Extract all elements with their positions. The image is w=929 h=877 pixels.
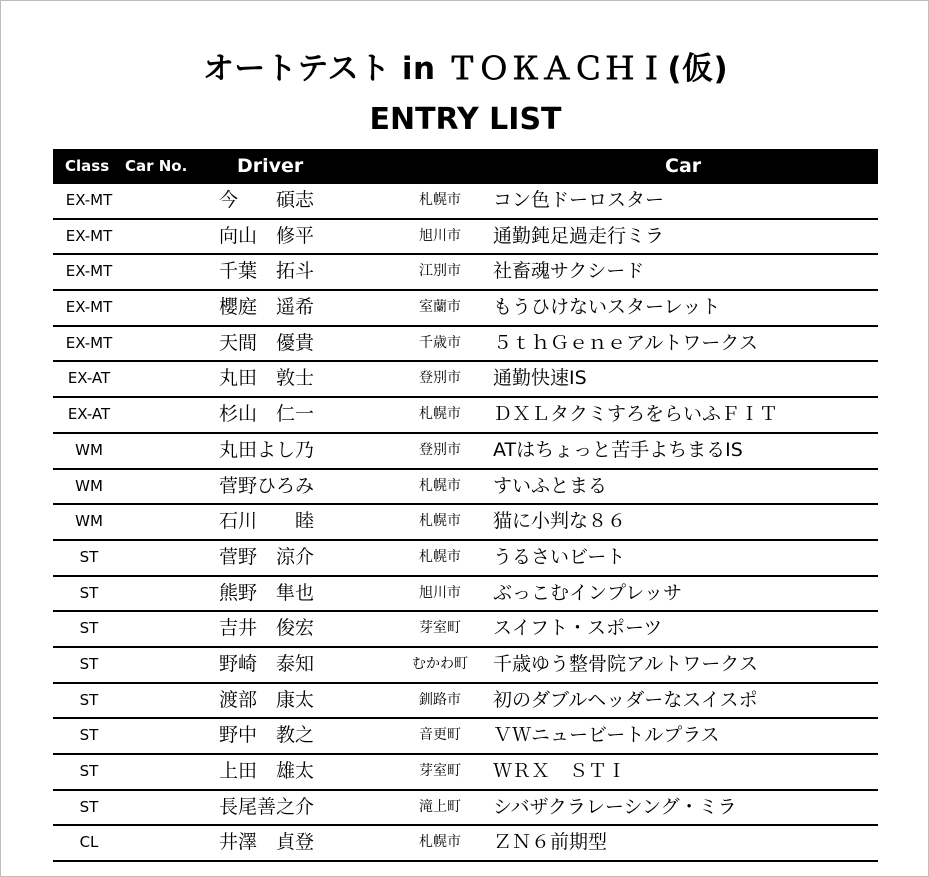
driver-cell: 長尾善之介 bbox=[219, 795, 315, 818]
class-cell: ST bbox=[79, 547, 99, 566]
class-cell: ST bbox=[79, 654, 99, 673]
car-cell: 通勤鈍足過走行ミラ bbox=[493, 224, 665, 247]
car-cell: スイフト・スポーツ bbox=[493, 617, 663, 640]
city-cell: 旭川市 bbox=[419, 227, 461, 244]
table-row bbox=[53, 398, 878, 434]
driver-cell: 杉山 仁一 bbox=[219, 403, 315, 426]
city-cell: 札幌市 bbox=[419, 192, 461, 208]
city-cell: 芽室町 bbox=[419, 620, 461, 637]
city-cell: 札幌市 bbox=[419, 513, 461, 530]
city-cell: 芽室町 bbox=[419, 763, 461, 779]
driver-cell: 渡部 康太 bbox=[219, 688, 315, 711]
table-header bbox=[53, 149, 878, 184]
driver-cell: 丸田よし乃 bbox=[219, 438, 315, 461]
city-cell: 札幌市 bbox=[419, 477, 461, 494]
table-row bbox=[53, 255, 878, 291]
car-cell: シバザクラレーシング・ミラ bbox=[493, 795, 737, 818]
car-cell: ５ｔｈＧｅｎｅアルトワークス bbox=[493, 331, 759, 354]
class-cell: WM bbox=[75, 476, 103, 495]
car-cell: もうひけないスターレット bbox=[493, 296, 721, 319]
car-cell: 初のダブルヘッダーなスイスポ bbox=[493, 688, 758, 711]
car-cell: ぶっこむインプレッサ bbox=[493, 581, 683, 604]
table-row bbox=[53, 505, 878, 541]
class-cell: EX-MT bbox=[65, 333, 113, 352]
city-cell: 札幌市 bbox=[419, 406, 461, 423]
class-cell: ST bbox=[79, 690, 99, 709]
driver-cell: 丸田 敦士 bbox=[219, 367, 315, 390]
driver-cell: 野崎 泰知 bbox=[219, 652, 315, 675]
table-row bbox=[53, 648, 878, 684]
driver-cell: 石川 睦 bbox=[219, 510, 315, 533]
header-driver: Driver bbox=[237, 155, 304, 177]
table-row bbox=[53, 291, 878, 327]
table-row bbox=[53, 826, 878, 862]
city-cell: 滝上町 bbox=[419, 798, 461, 815]
city-cell: 江別市 bbox=[419, 263, 461, 280]
driver-cell: 櫻庭 遥希 bbox=[219, 296, 315, 319]
class-cell: ST bbox=[79, 797, 99, 816]
city-cell: 旭川市 bbox=[419, 584, 461, 601]
driver-cell: 熊野 隼也 bbox=[219, 581, 315, 604]
car-cell: ＤＸＬタクミすろをらいふＦＩＴ bbox=[493, 403, 779, 426]
city-cell: むかわ町 bbox=[412, 655, 468, 672]
table-row bbox=[53, 220, 878, 256]
driver-cell: 菅野 涼介 bbox=[219, 545, 315, 568]
car-cell: 通勤快速IS bbox=[493, 367, 587, 390]
table-row bbox=[53, 362, 878, 398]
table-row bbox=[53, 755, 878, 791]
table-row bbox=[53, 184, 878, 220]
class-cell: EX-AT bbox=[67, 405, 111, 424]
driver-cell: 菅野ひろみ bbox=[219, 474, 315, 497]
table-row bbox=[53, 541, 878, 577]
class-cell: WM bbox=[75, 512, 103, 531]
city-cell: 釧路市 bbox=[419, 691, 461, 708]
driver-cell: 上田 雄太 bbox=[219, 760, 315, 782]
class-cell: EX-MT bbox=[65, 191, 113, 209]
car-cell: うるさいビート bbox=[493, 545, 626, 568]
class-cell: EX-MT bbox=[65, 262, 113, 281]
car-cell: 千歳ゆう整骨院アルトワークス bbox=[493, 652, 759, 675]
event-title: オートテスト in ＴＯＫＡＣＨＩ(仮) bbox=[202, 51, 729, 87]
class-cell: EX-MT bbox=[65, 298, 113, 317]
table-body bbox=[53, 184, 878, 862]
car-cell: ＷＲＸ ＳＴＩ bbox=[493, 760, 627, 782]
car-cell: ＶＷニュービートルプラス bbox=[493, 724, 720, 747]
driver-cell: 向山 修平 bbox=[219, 224, 315, 247]
driver-cell: 井澤 貞登 bbox=[219, 831, 315, 854]
table-row bbox=[53, 470, 878, 506]
table-row bbox=[53, 612, 878, 648]
driver-cell: 今 碩志 bbox=[219, 189, 315, 211]
table-row bbox=[53, 327, 878, 363]
table-row bbox=[53, 791, 878, 827]
header-car: Car bbox=[665, 155, 702, 177]
driver-cell: 千葉 拓斗 bbox=[219, 260, 315, 283]
class-cell: CL bbox=[79, 833, 99, 852]
table-row bbox=[53, 684, 878, 720]
class-cell: WM bbox=[75, 440, 103, 459]
city-cell: 札幌市 bbox=[419, 834, 461, 851]
city-cell: 登別市 bbox=[419, 441, 461, 458]
class-cell: ST bbox=[79, 762, 99, 780]
entry-table bbox=[53, 149, 878, 862]
class-cell: ST bbox=[79, 619, 99, 638]
car-cell: 猫に小判な８６ bbox=[493, 510, 627, 533]
class-cell: EX-AT bbox=[67, 369, 111, 388]
table-row bbox=[53, 434, 878, 470]
city-cell: 札幌市 bbox=[419, 548, 461, 565]
car-cell: すいふとまる bbox=[493, 474, 608, 497]
class-cell: ST bbox=[79, 583, 99, 602]
entry-list-heading: ENTRY LIST bbox=[369, 102, 562, 137]
driver-cell: 野中 教之 bbox=[219, 724, 315, 747]
table-row bbox=[53, 577, 878, 613]
driver-cell: 天間 優貴 bbox=[219, 331, 315, 354]
city-cell: 室蘭市 bbox=[419, 299, 461, 316]
city-cell: 登別市 bbox=[419, 370, 461, 387]
city-cell: 千歳市 bbox=[419, 334, 461, 351]
car-cell: コン色ドーロスター bbox=[493, 189, 665, 211]
class-cell: ST bbox=[79, 726, 99, 745]
driver-cell: 吉井 俊宏 bbox=[219, 617, 315, 640]
table-row bbox=[53, 719, 878, 755]
city-cell: 音更町 bbox=[419, 727, 461, 744]
header-car-no: Car No. bbox=[125, 157, 188, 175]
car-cell: 社畜魂サクシード bbox=[493, 260, 645, 283]
class-cell: EX-MT bbox=[65, 226, 113, 245]
car-cell: ＺＮ６前期型 bbox=[493, 831, 608, 854]
car-cell: ATはちょっと苦手よちまるIS bbox=[493, 438, 743, 461]
header-class: Class bbox=[65, 157, 110, 175]
